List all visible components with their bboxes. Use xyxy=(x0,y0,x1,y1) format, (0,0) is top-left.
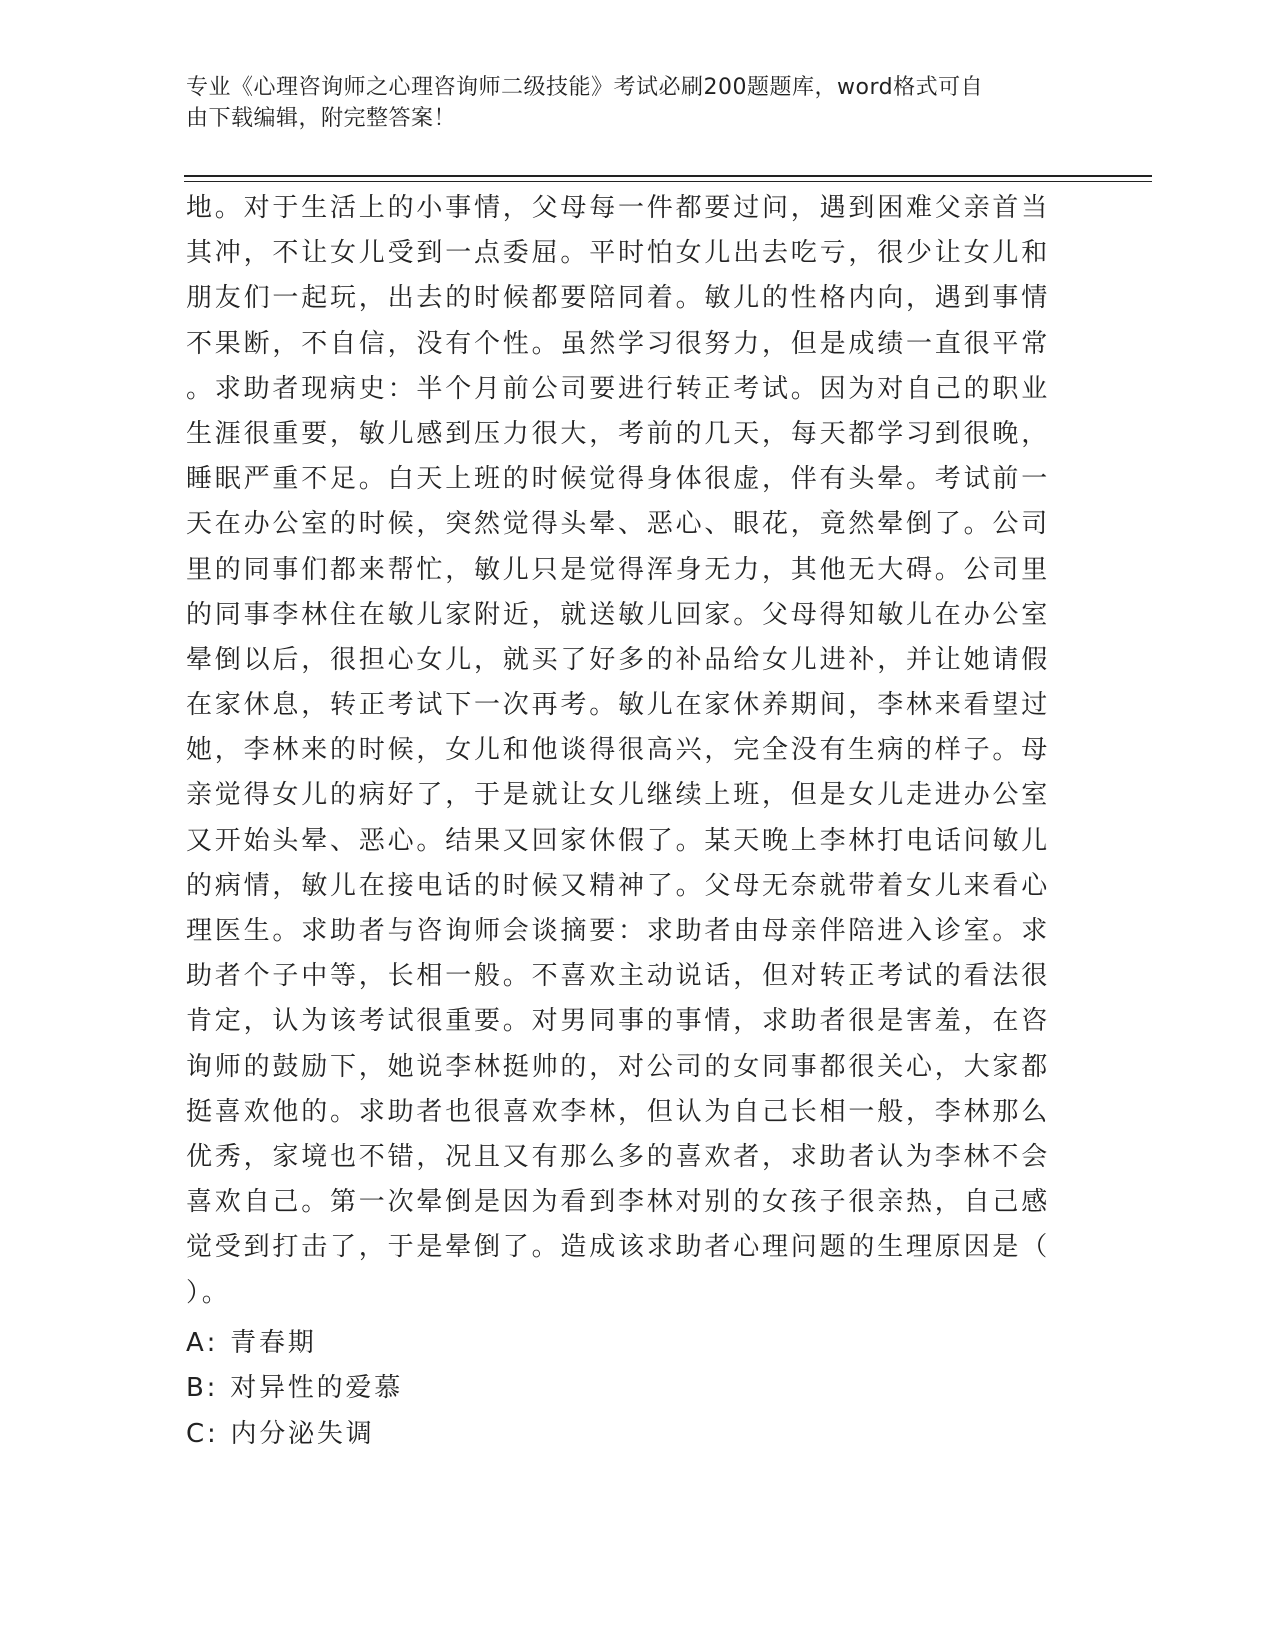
option-letter: A xyxy=(186,1328,207,1358)
passage-line: ）。 xyxy=(186,1277,231,1308)
header-divider-thin xyxy=(184,181,1152,182)
header-title-line-1: 专业《心理咨询师之心理咨询师二级技能》考试必刷200题题库，word格式可自 xyxy=(186,75,984,100)
passage-line: 的同事李林住在敏儿家附近，就送敏儿回家。父母得知敏儿在办公室 xyxy=(186,599,1051,630)
question-passage xyxy=(186,186,1066,1316)
option-separator: : xyxy=(206,1373,219,1404)
passage-line: 肯定，认为该考试很重要。对男同事的事情，求助者很是害羞，在咨 xyxy=(186,1006,1051,1037)
passage-line: 地。对于生活上的小事情，父母每一件都要过问，遇到困难父亲首当 xyxy=(186,193,1051,223)
option-text: 内分泌失调 xyxy=(230,1418,375,1449)
option-text: 对异性的爱慕 xyxy=(230,1373,404,1404)
option-text: 青春期 xyxy=(230,1328,317,1358)
passage-line: 朋友们一起玩，出去的时候都要陪同着。敏儿的性格内向，遇到事情 xyxy=(186,283,1051,314)
passage-line: 挺喜欢他的。求助者也很喜欢李林，但认为自己长相一般，李林那么 xyxy=(186,1096,1051,1127)
passage-line: 生涯很重要，敏儿感到压力很大，考前的几天，每天都学习到很晚， xyxy=(186,418,1051,449)
passage-line: 优秀，家境也不错，况且又有那么多的喜欢者，求助者认为李林不会 xyxy=(186,1141,1051,1172)
passage-line: 助者个子中等，长相一般。不喜欢主动说话，但对转正考试的看法很 xyxy=(186,961,1051,992)
option-separator: : xyxy=(206,1328,219,1358)
option-a xyxy=(186,1322,1066,1367)
passage-line: 又开始头晕、恶心。结果又回家休假了。某天晚上李林打电话问敏儿 xyxy=(186,825,1051,856)
passage-line: 亲觉得女儿的病好了，于是就让女儿继续上班，但是女儿走进办公室 xyxy=(186,780,1051,811)
passage-line: 喜欢自己。第一次晕倒是因为看到李林对别的女孩子很亲热，自己感 xyxy=(186,1187,1051,1218)
passage-line: 晕倒以后，很担心女儿，就买了好多的补品给女儿进补，并让她请假 xyxy=(186,644,1051,675)
passage-line: 理医生。求助者与咨询师会谈摘要：求助者由母亲伴陪进入诊室。求 xyxy=(186,916,1051,946)
option-c xyxy=(186,1413,1066,1458)
option-b xyxy=(186,1367,1066,1412)
answer-options xyxy=(186,1322,1066,1458)
passage-line: 她，李林来的时候，女儿和他谈得很高兴，完全没有生病的样子。母 xyxy=(186,735,1051,766)
passage-line: 询师的鼓励下，她说李林挺帅的，对公司的女同事都很关心，大家都 xyxy=(186,1051,1051,1082)
passage-line: 不果断，不自信，没有个性。虽然学习很努力，但是成绩一直很平常 xyxy=(186,328,1051,359)
header-divider-thick xyxy=(184,175,1152,177)
passage-line: 天在办公室的时候，突然觉得头晕、恶心、眼花，竟然晕倒了。公司 xyxy=(186,509,1051,540)
passage-line: 睡眠严重不足。白天上班的时候觉得身体很虚，伴有头晕。考试前一 xyxy=(186,464,1051,495)
passage-line: 里的同事们都来帮忙，敏儿只是觉得浑身无力，其他无大碍。公司里 xyxy=(186,554,1051,585)
option-letter: C xyxy=(186,1418,207,1449)
option-separator: : xyxy=(206,1418,219,1449)
header-title-line-2: 由下载编辑，附完整答案！ xyxy=(186,106,457,131)
page-header xyxy=(186,72,1066,134)
option-letter: B xyxy=(186,1373,207,1404)
passage-line: 其冲，不让女儿受到一点委屈。平时怕女儿出去吃亏，很少让女儿和 xyxy=(186,238,1051,269)
passage-line: 。求助者现病史：半个月前公司要进行转正考试。因为对自己的职业 xyxy=(186,373,1051,404)
passage-line: 觉受到打击了，于是晕倒了。造成该求助者心理问题的生理原因是（ xyxy=(186,1232,1051,1263)
passage-line: 的病情，敏儿在接电话的时候又精神了。父母无奈就带着女儿来看心 xyxy=(186,870,1051,901)
passage-line: 在家休息，转正考试下一次再考。敏儿在家休养期间，李林来看望过 xyxy=(186,690,1051,721)
